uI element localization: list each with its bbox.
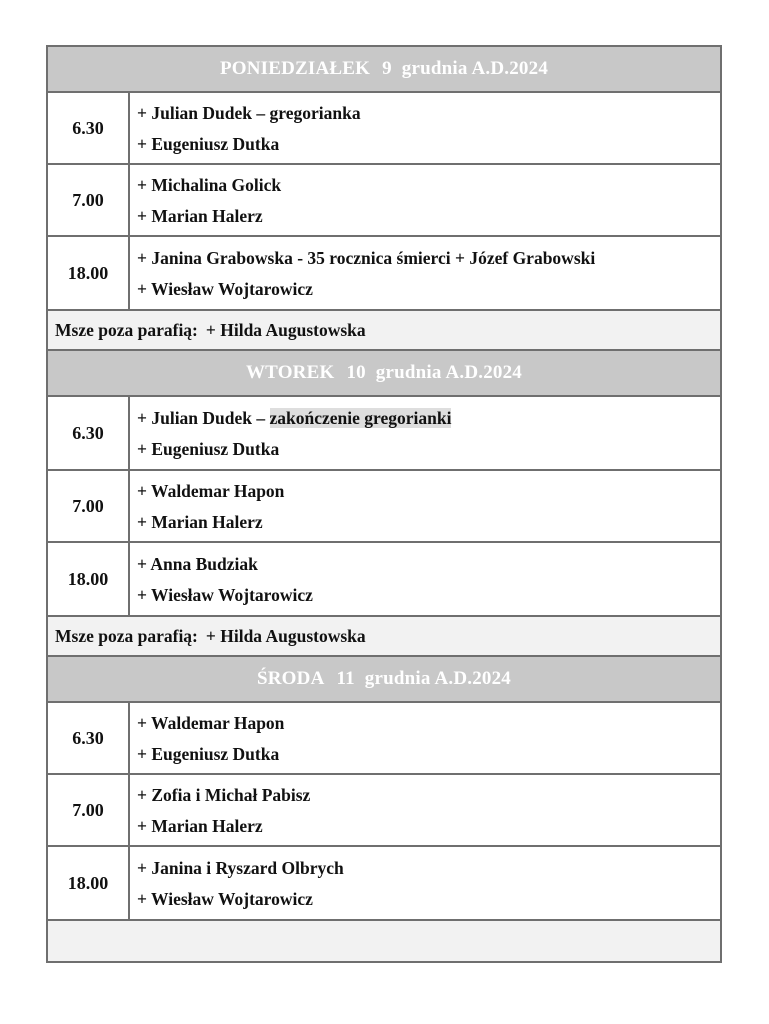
day-header-monday <box>48 47 720 93</box>
mass-time: 18.00 <box>48 237 130 309</box>
intention-line: + Eugeniusz Dutka <box>137 743 280 764</box>
mass-time: 6.30 <box>48 93 130 163</box>
mass-intentions <box>130 165 720 235</box>
mass-intentions <box>130 543 720 615</box>
outside-parish-row <box>48 311 720 351</box>
intention-line: + Anna Budziak <box>137 553 258 574</box>
day-weekday: ŚRODA <box>256 668 325 689</box>
intention-line: + Marian Halerz <box>137 511 263 532</box>
day-date: 9 grudnia A.D.2024 <box>382 58 549 79</box>
mass-row <box>48 703 720 775</box>
mass-row <box>48 93 720 165</box>
intention-line: + Eugeniusz Dutka <box>137 133 280 154</box>
highlighted-intention-text: zakończenie gregorianki <box>269 407 452 428</box>
mass-time: 18.00 <box>48 543 130 615</box>
mass-time: 18.00 <box>48 847 130 919</box>
intention-line: + Janina Grabowska - 35 rocznica śmierci + Józef Grabowski <box>137 247 596 268</box>
mass-row <box>48 397 720 471</box>
intention-line: + Michalina Golick <box>137 174 282 195</box>
mass-intentions <box>130 847 720 919</box>
empty-row <box>48 921 720 961</box>
mass-row <box>48 543 720 617</box>
day-header-wednesday <box>48 657 720 703</box>
mass-schedule-table <box>46 45 722 963</box>
intention-line: + Waldemar Hapon <box>137 712 285 733</box>
intention-line: + Zofia i Michał Pabisz <box>137 784 311 805</box>
outside-parish-intention: + Hilda Augustowska <box>205 319 366 340</box>
mass-time: 6.30 <box>48 703 130 773</box>
mass-intentions <box>130 703 720 773</box>
intention-line: + Marian Halerz <box>137 815 263 836</box>
outside-parish-row <box>48 617 720 657</box>
mass-row <box>48 165 720 237</box>
outside-parish-label: Msze poza parafią: <box>55 625 198 646</box>
day-weekday: WTOREK <box>245 362 335 383</box>
intention-text: + Julian Dudek – <box>137 407 270 428</box>
outside-parish-intention: + Hilda Augustowska <box>205 625 366 646</box>
mass-row <box>48 471 720 543</box>
mass-time: 6.30 <box>48 397 130 469</box>
mass-row <box>48 237 720 311</box>
mass-time: 7.00 <box>48 471 130 541</box>
mass-time: 7.00 <box>48 775 130 845</box>
mass-row <box>48 847 720 921</box>
outside-parish-label: Msze poza parafią: <box>55 319 198 340</box>
intention-line: + Waldemar Hapon <box>137 480 285 501</box>
mass-intentions <box>130 471 720 541</box>
intention-line: + Wiesław Wojtarowicz <box>137 584 313 605</box>
mass-intentions <box>130 237 720 309</box>
mass-time: 7.00 <box>48 165 130 235</box>
intention-line: + Julian Dudek – gregorianka <box>137 102 361 123</box>
day-date: 11 grudnia A.D.2024 <box>336 668 512 689</box>
day-date: 10 grudnia A.D.2024 <box>346 362 523 383</box>
mass-intentions <box>130 397 720 469</box>
day-header-tuesday <box>48 351 720 397</box>
intention-line: + Janina i Ryszard Olbrych <box>137 857 344 878</box>
intention-line: + Wiesław Wojtarowicz <box>137 888 313 909</box>
mass-row <box>48 775 720 847</box>
mass-intentions <box>130 775 720 845</box>
mass-intentions <box>130 93 720 163</box>
intention-line <box>137 407 720 429</box>
day-weekday: PONIEDZIAŁEK <box>219 58 371 79</box>
intention-line: + Wiesław Wojtarowicz <box>137 278 313 299</box>
intention-line: + Eugeniusz Dutka <box>137 438 280 459</box>
intention-line: + Marian Halerz <box>137 205 263 226</box>
